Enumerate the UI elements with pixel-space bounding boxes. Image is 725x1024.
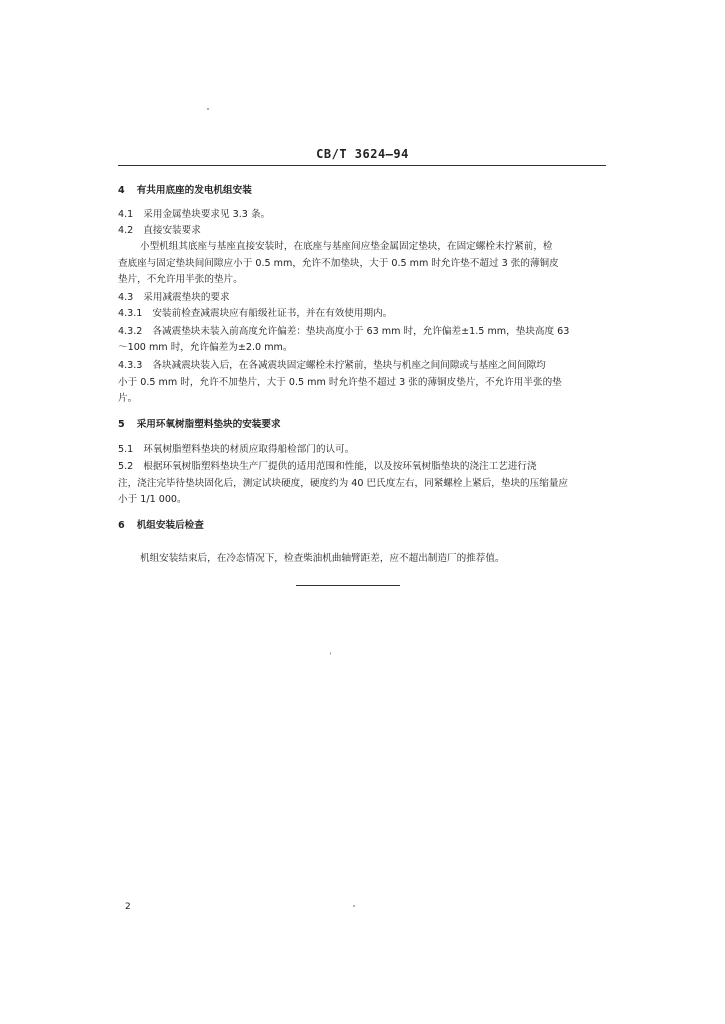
clause-4-1 [118, 208, 608, 221]
clause-number: 5.1 [118, 444, 134, 455]
clause-title: 直接安装要求 [143, 225, 201, 236]
end-rule [296, 585, 400, 586]
paragraph-line: ～100 mm 时，允许偏差为±2.0 mm。 [118, 342, 293, 353]
clause-4-3-1 [118, 307, 608, 320]
section-number: 5 [118, 419, 125, 430]
paragraph-line: 片。 [118, 393, 138, 404]
clause-number: 4.3.1 [118, 308, 143, 319]
paragraph-line: 小型机组其底座与基座直接安装时，在底座与基座间应垫金属固定垫块，在固定螺栓未拧紧前，检 [140, 241, 553, 252]
clause-title: 采用减震垫块的要求 [143, 292, 230, 303]
scan-speck [353, 905, 355, 907]
scan-speck [330, 652, 331, 655]
section-title: 机组安装后检查 [136, 520, 204, 531]
clause-text: 各块减震块装入后，在各减震块固定螺栓未拧紧前，垫块与机座之间间隙或与基座之间间隙均 [152, 360, 546, 371]
clause-number: 4.1 [118, 209, 134, 220]
clause-text: 环氧树脂塑料垫块的材质应取得船检部门的认可。 [143, 444, 355, 455]
clause-4-3-3 [118, 359, 608, 372]
clause-number: 4.3 [118, 292, 134, 303]
clause-number: 4.3.3 [118, 360, 143, 371]
section-5-heading [118, 418, 608, 431]
clause-4-3-2 [118, 325, 608, 338]
clause-text: 采用金属垫块要求见 3.3 条。 [143, 209, 271, 220]
section-number: 4 [118, 185, 125, 196]
section-4-heading [118, 184, 608, 197]
paragraph-line: 查底座与固定垫块间间隙应小于 0.5 mm，允许不加垫块，大于 0.5 mm 时允许垫不超过 3 张的薄铜皮 [118, 258, 559, 269]
standard-code-header: CB/T 3624—94 [316, 147, 409, 161]
clause-text: 根据环氧树脂塑料垫块生产厂提供的适用范围和性能，以及按环氧树脂垫块的浇注工艺进行浇 [143, 461, 537, 472]
paragraph-line: 小于 1/1 000。 [118, 494, 187, 505]
clause-number: 4.2 [118, 225, 134, 236]
scan-speck [207, 108, 209, 110]
paragraph-line: 垫片，不允许用半张的垫片。 [118, 274, 243, 285]
section-title: 有共用底座的发电机组安装 [136, 185, 252, 196]
section-title: 采用环氧树脂塑料垫块的安装要求 [136, 419, 281, 430]
clause-number: 5.2 [118, 461, 134, 472]
clause-number: 4.3.2 [118, 326, 143, 337]
clause-4-3 [118, 291, 608, 304]
section-6-heading [118, 519, 608, 532]
paragraph-line: 小于 0.5 mm 时，允许不加垫片，大于 0.5 mm 时允许垫不超过 3 张的薄铜皮垫片，不允许用半张的垫 [118, 377, 562, 388]
paragraph-line: 注，浇注完毕待垫块固化后，测定试块硬度，硬度约为 40 巴氏度左右，同紧螺栓上紧后，垫块的压缩量应 [118, 478, 569, 489]
clause-4-2 [118, 224, 608, 237]
paragraph-line: 机组安装结束后，在冷态情况下，检查柴油机曲轴臂距差，应不超出制造厂的推荐值。 [140, 553, 505, 564]
clause-5-2 [118, 460, 608, 473]
clause-5-1 [118, 443, 608, 456]
section-number: 6 [118, 520, 125, 531]
header-rule [118, 165, 606, 166]
page-number: 2 [125, 902, 131, 912]
clause-text: 各减震垫块未装入前高度允许偏差：垫块高度小于 63 mm 时，允许偏差±1.5 mm，垫块高度 63 [152, 326, 570, 337]
clause-text: 安装前检查减震块应有船级社证书，并在有效使用期内。 [152, 308, 393, 319]
